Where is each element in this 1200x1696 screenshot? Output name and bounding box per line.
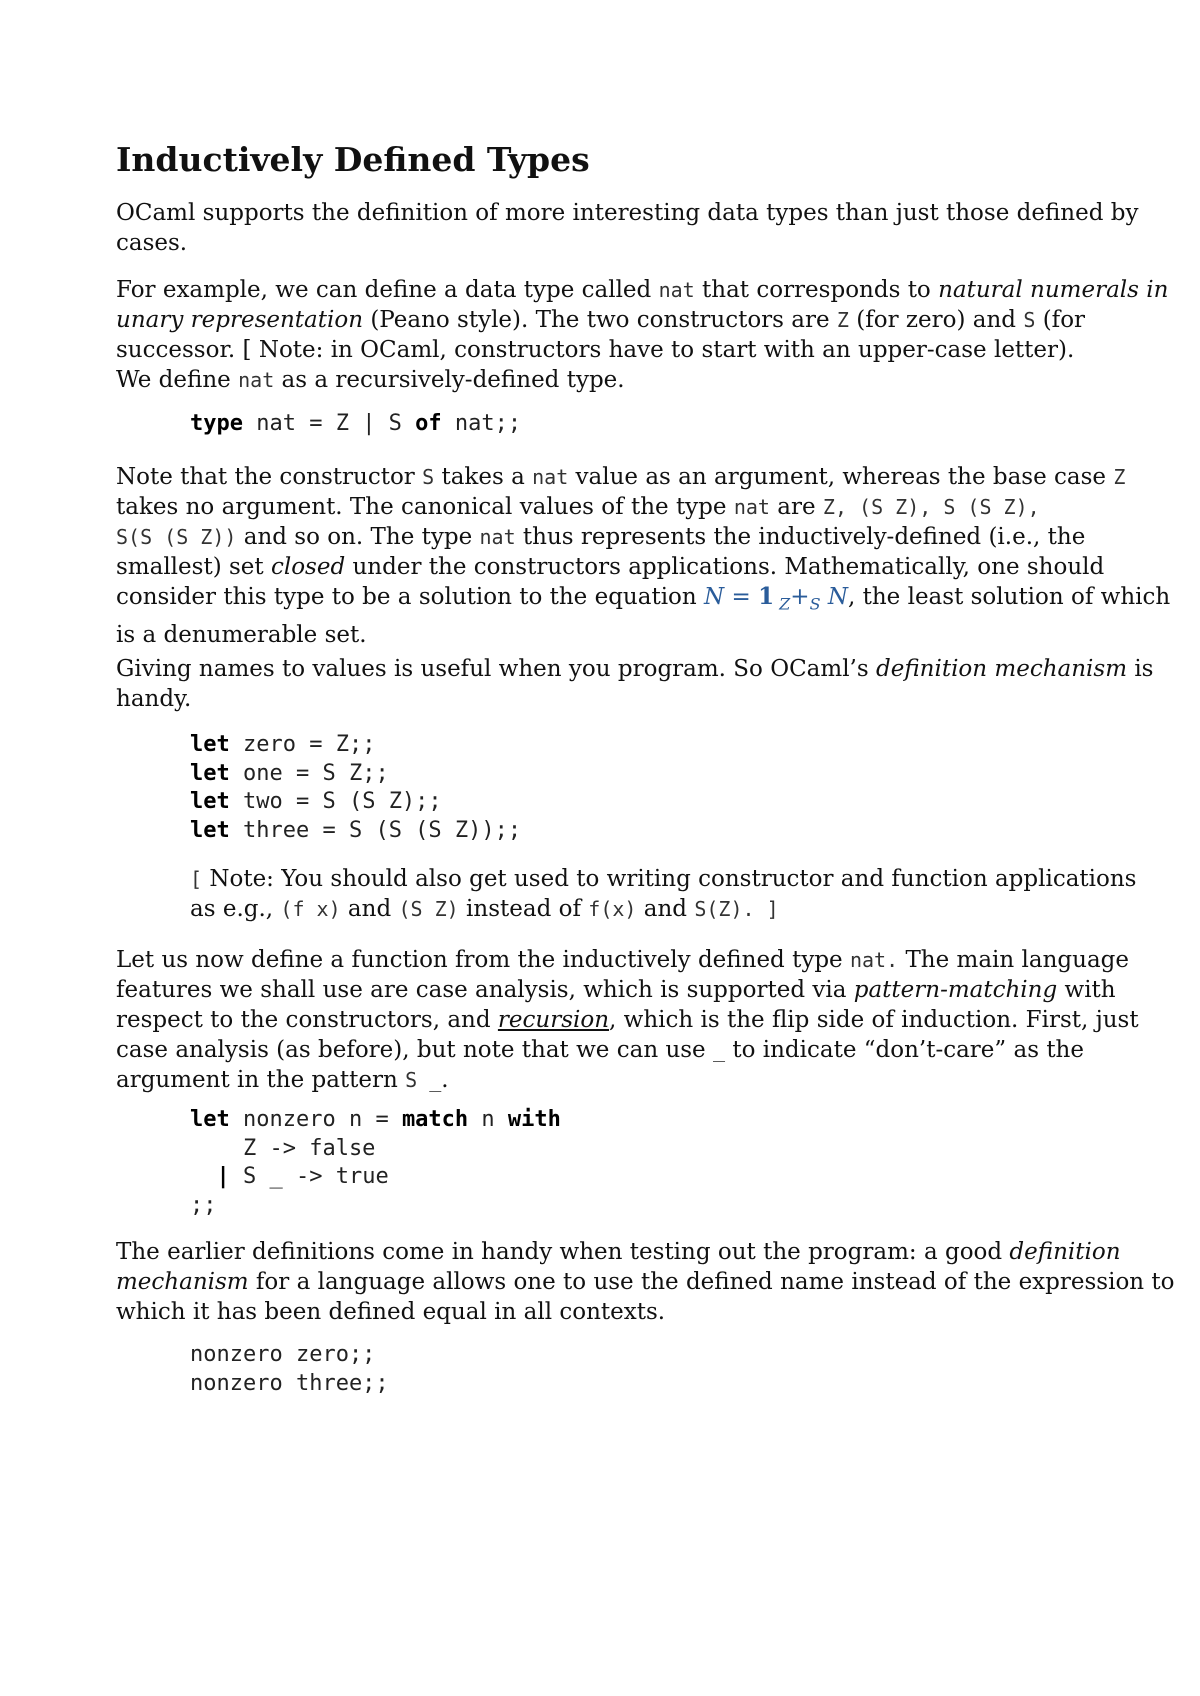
text-run: smallest) set: [116, 554, 271, 580]
text-line: [116, 1267, 1175, 1297]
text-run: are: [769, 494, 823, 520]
text-run: The main language: [898, 947, 1129, 973]
code-text: nat = Z | S: [242, 411, 416, 436]
code-text: nonzero three;;: [190, 1370, 389, 1396]
text-line: successor. [ Note: in OCaml, constructors have to start with an upper-case letter).: [116, 337, 1075, 363]
math-var: N: [704, 584, 725, 610]
code-text: nat;;: [441, 411, 522, 436]
text-run: as e.g.,: [190, 896, 281, 922]
text-line: [116, 365, 1106, 395]
keyword: |: [216, 1164, 230, 1189]
intro-paragraph: [116, 198, 1139, 258]
math-sub: Z: [779, 594, 791, 614]
text-line: [116, 492, 1106, 522]
text-run: respect to the constructors, and: [116, 1007, 498, 1033]
code-block-type-nat: [190, 410, 521, 439]
text-line: which it has been defined equal in all contexts.: [116, 1299, 666, 1325]
text-run: Let us now define a function from the inductively defined type: [116, 947, 850, 973]
text-run: for a language allows one to use the defined name instead of the expression to: [248, 1269, 1175, 1295]
inline-code: S(S (S Z)): [116, 525, 237, 549]
text-line: [116, 1005, 1139, 1035]
text-run: The earlier definitions come in handy when testing out the program: a good: [116, 1239, 1010, 1265]
text-run: .: [441, 1067, 449, 1093]
text-line: is a denumerable set.: [116, 621, 367, 648]
emphasis-link: recursion: [497, 1007, 610, 1033]
text-line: [116, 582, 1171, 620]
code-text: zero = Z;;: [229, 732, 376, 757]
code-text: nonzero n =: [229, 1107, 402, 1132]
text-run: and: [636, 896, 695, 922]
keyword: let: [190, 1107, 230, 1132]
emphasis: definition: [1009, 1239, 1121, 1265]
text-line: [116, 945, 1129, 975]
keyword: match: [401, 1107, 469, 1132]
text-run: under the constructors applications. Mathematically, one should: [345, 554, 1105, 580]
text-line: [116, 654, 1154, 684]
code-text: ;;: [190, 1192, 217, 1218]
code-block-let-definitions: [190, 731, 521, 845]
emphasis: closed: [270, 554, 346, 580]
testing-paragraph: [116, 1237, 1175, 1327]
text-run: to indicate “don’t-care” as the: [725, 1037, 1084, 1063]
function-paragraph: [116, 945, 1139, 1095]
bracket: [: [190, 867, 203, 891]
text-line: [190, 864, 1137, 894]
math-op: =: [724, 584, 759, 610]
keyword: let: [190, 789, 230, 814]
inline-code: nat: [238, 368, 275, 392]
text-line: [116, 305, 1106, 335]
text-run: For example, we can define a data type called: [116, 277, 659, 303]
inline-code: nat: [733, 495, 770, 519]
text-run: takes a: [434, 464, 533, 490]
keyword: let: [190, 732, 230, 757]
code-text: three = S (S (S Z));;: [229, 817, 522, 843]
math-one: 1: [758, 583, 775, 610]
constructor-paragraph: [116, 462, 1171, 650]
code-indent: [190, 1164, 217, 1189]
inline-code: f(x): [588, 897, 637, 921]
math-op: +: [790, 584, 810, 610]
text-run: as a recursively-defined type.: [274, 367, 625, 393]
text-line: [116, 975, 1116, 1005]
text-line: [116, 462, 1126, 492]
text-line: [116, 552, 1106, 582]
text-run: that corresponds to: [694, 277, 939, 303]
code-text: one = S Z;;: [229, 760, 389, 786]
code-text: Z -> false: [190, 1135, 376, 1161]
inline-code: Z, (S Z), S (S Z),: [822, 495, 1040, 519]
text-run: takes no argument. The canonical values of the type: [116, 494, 734, 520]
nat-definition-paragraph: [116, 275, 1169, 395]
inline-code: nat: [658, 278, 695, 302]
keyword: with: [507, 1107, 561, 1132]
text-run: Giving names to values is useful when you program. So OCaml’s: [116, 656, 876, 682]
inline-code: S _: [405, 1068, 442, 1092]
text-run: case analysis (as before), but note that we can use: [116, 1037, 713, 1063]
text-line: [116, 1065, 1106, 1095]
definition-paragraph: [116, 654, 1154, 714]
code-text: S _ -> true: [229, 1164, 389, 1189]
text-run: and so on. The type: [236, 524, 480, 550]
text-run: is: [1127, 656, 1154, 682]
keyword: type: [190, 411, 243, 436]
text-run: We define: [116, 367, 239, 393]
keyword: let: [190, 817, 230, 843]
inline-code: Z: [836, 308, 849, 332]
emphasis: natural numerals in: [938, 277, 1169, 303]
emphasis: pattern-matching: [853, 977, 1058, 1003]
text-line: [116, 1035, 1106, 1065]
text-run: consider this type to be a solution to the equation: [116, 584, 705, 610]
code-block-tests: [190, 1341, 389, 1398]
application-note: [190, 864, 1137, 924]
text-line: cases.: [116, 230, 188, 256]
inline-code: (f x): [280, 897, 341, 921]
inline-code: S(Z). ]: [694, 897, 779, 921]
text-line: [116, 522, 1106, 552]
inline-code: S: [1023, 308, 1036, 332]
code-text: n: [468, 1107, 508, 1132]
inline-code: nat: [532, 465, 569, 489]
inline-code: nat.: [849, 948, 899, 972]
text-run: (for zero) and: [848, 307, 1024, 333]
math-equation: [704, 583, 848, 614]
text-run: Note: You should also get used to writing constructor and function applications: [202, 866, 1137, 892]
text-run: argument in the pattern: [116, 1067, 406, 1093]
inline-code: Z: [1113, 465, 1126, 489]
code-text: two = S (S Z);;: [229, 789, 442, 814]
text-run: (for: [1035, 307, 1086, 333]
text-line: [190, 894, 1106, 924]
text-run: features we shall use are case analysis, which is supported via: [116, 977, 854, 1003]
inline-code: (S Z): [398, 897, 459, 921]
keyword: let: [190, 760, 230, 786]
text-line: [116, 1237, 1121, 1267]
emphasis: definition mechanism: [875, 656, 1128, 682]
keyword: of: [415, 411, 442, 436]
inline-code: _: [712, 1038, 726, 1062]
inline-code: nat: [479, 525, 516, 549]
text-run: with: [1057, 977, 1116, 1003]
math-var: N: [827, 584, 848, 610]
text-run: (Peano style). The two constructors are: [363, 307, 837, 333]
text-run: , which is the flip side of induction. First, just: [609, 1007, 1139, 1033]
text-run: value as an argument, whereas the base case: [568, 464, 1114, 490]
emphasis: unary representation: [116, 307, 364, 333]
page-title: Inductively Defined Types: [116, 140, 590, 179]
code-text: nonzero zero;;: [190, 1342, 376, 1367]
text-run: thus represents the inductively-defined (i.e., the: [515, 524, 1086, 550]
inline-code: S: [422, 465, 435, 489]
math-sub: S: [809, 594, 821, 614]
text-run: instead of: [458, 896, 589, 922]
text-line: [116, 275, 1169, 305]
text-run: Note that the constructor: [116, 464, 423, 490]
code-block-nonzero: [190, 1106, 561, 1220]
text-run: and: [340, 896, 399, 922]
text-line: OCaml supports the definition of more interesting data types than just those defined by: [116, 200, 1139, 226]
emphasis: mechanism: [116, 1269, 249, 1295]
text-line: handy.: [116, 686, 192, 712]
text-run: , the least solution of which: [847, 584, 1171, 610]
